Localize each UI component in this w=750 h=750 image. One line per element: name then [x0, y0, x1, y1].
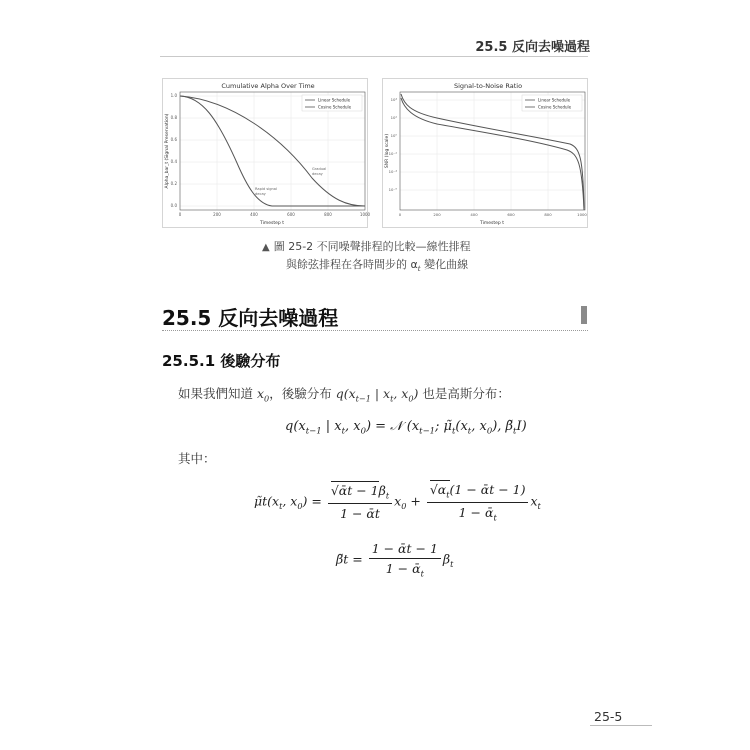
caption-line-1: 圖 25-2 不同噪聲排程的比較—線性排程: [273, 240, 471, 253]
svg-text:1000: 1000: [577, 212, 587, 217]
svg-text:800: 800: [324, 212, 332, 217]
svg-text:0.4: 0.4: [170, 159, 177, 164]
svg-text:1000: 1000: [359, 212, 371, 217]
svg-text:400: 400: [470, 212, 478, 217]
svg-text:0.8: 0.8: [170, 115, 177, 120]
section-title: 25.5 反向去噪過程: [162, 306, 339, 330]
right-ylabel: SNR (log scale): [385, 133, 390, 169]
left-plot-title: Cumulative Alpha Over Time: [221, 82, 315, 90]
svg-text:10⁻⁶: 10⁻⁶: [388, 187, 397, 192]
svg-text:10²: 10²: [390, 115, 397, 120]
equation-beta-tilde: β̃t = $\frac{\text{1 − ᾱt − 1}}{1 - ᾱ_t}$ $\beta_t$: [336, 541, 454, 579]
svg-text:10⁴: 10⁴: [390, 97, 397, 102]
svg-text:Linear Schedule: Linear Schedule: [318, 97, 351, 103]
running-header: 25.5 反向去噪過程: [475, 40, 590, 55]
section-bar-decoration: [581, 306, 587, 324]
svg-text:10⁻⁴: 10⁻⁴: [388, 169, 397, 174]
caption-triangle-icon: ▲: [262, 242, 270, 253]
header-rule: [160, 56, 588, 57]
caption-line-2: 與餘弦排程在各時間步的 $\alpha_t$ 變化曲線: [286, 258, 469, 274]
footer-rule: [590, 725, 652, 726]
mu-fraction-2: $\frac{√\alpha_t(1 - ᾱt - 1)}{1 - ᾱ_t}$: [427, 482, 529, 522]
figure-25-2: [162, 78, 590, 230]
svg-text:200: 200: [213, 212, 221, 217]
page-number: 25-5: [594, 709, 623, 724]
svg-text:Gradual: Gradual: [312, 167, 327, 171]
svg-text:600: 600: [507, 212, 515, 217]
figure-caption: [262, 238, 522, 277]
svg-text:0.0: 0.0: [170, 203, 177, 208]
svg-text:decay: decay: [255, 192, 266, 196]
svg-text:0.2: 0.2: [170, 181, 177, 186]
svg-text:10⁰: 10⁰: [390, 133, 397, 138]
svg-text:Cosine Schedule: Cosine Schedule: [318, 104, 352, 110]
paragraph-posterior: 如果我們知道 $x_0$，後驗分布 $q(x_{t-1}$ | $x_t$, $x_0$) 也是高斯分布：: [178, 386, 510, 404]
svg-text:800: 800: [544, 212, 552, 217]
svg-text:0.6: 0.6: [170, 137, 177, 142]
left-xlabel: Timestep t: [260, 221, 284, 226]
snr-plot: [382, 78, 588, 228]
section-rule: [162, 330, 588, 331]
right-plot-panel: [382, 78, 588, 228]
svg-text:600: 600: [287, 212, 295, 217]
svg-text:0: 0: [178, 212, 182, 217]
equation-mu-tilde: $\mũt(x_t$, $x_0$) = $\frac{√ᾱt - 1\beta_t}{\text{1 − ᾱt}}$ $x_0$ + $\frac{√\alpha_t(1 - ᾱt - 1)}{1 - ᾱ_t}$ $x_t$: [254, 482, 541, 522]
svg-text:Cosine Schedule: Cosine Schedule: [538, 104, 572, 110]
mu-fraction-1: $\frac{√ᾱt - 1\beta_t}{\text{1 − ᾱt}}$: [328, 483, 392, 521]
svg-text:Rapid signal: Rapid signal: [255, 187, 277, 191]
svg-text:1.0: 1.0: [170, 93, 177, 98]
right-plot-title: Signal-to-Noise Ratio: [453, 82, 523, 90]
equation-posterior: $q(x_{t-1}$ | $x_t$, $x_0$) = 𝒩 ($x_{t-1}$; $\mũ_t(x_t$, $x_0$), $\betã_tI$): [285, 419, 527, 436]
left-plot-panel: [162, 78, 371, 228]
svg-text:200: 200: [433, 212, 441, 217]
subsection-title: 25.5.1 後驗分布: [162, 352, 281, 370]
svg-text:decay: decay: [312, 172, 323, 176]
svg-text:Linear Schedule: Linear Schedule: [538, 97, 571, 103]
cumulative-alpha-plot: [162, 78, 371, 228]
paragraph-where: 其中：: [178, 451, 216, 466]
svg-text:0: 0: [398, 212, 402, 217]
beta-fraction: $\frac{\text{1 − ᾱt − 1}}{1 - ᾱ_t}$: [369, 541, 441, 579]
left-ylabel: Alpha_bar_t (Signal Preservation): [165, 113, 170, 189]
svg-text:400: 400: [250, 212, 258, 217]
right-xlabel: Timestep t: [480, 221, 504, 226]
svg-text:10⁻²: 10⁻²: [388, 151, 397, 156]
